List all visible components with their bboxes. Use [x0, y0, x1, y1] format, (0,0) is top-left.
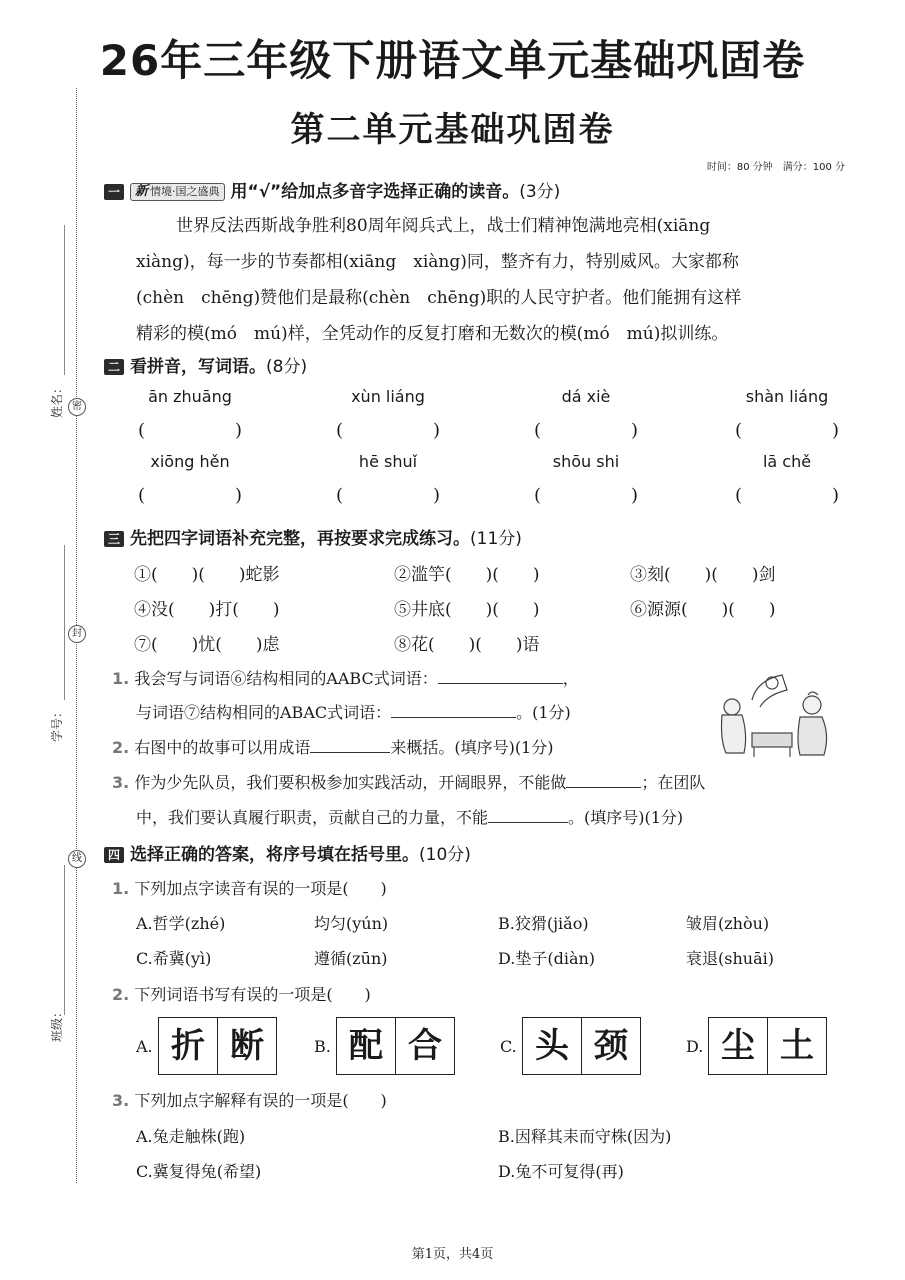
option-a-2: 均匀(yún) — [314, 914, 389, 933]
section-2-number: 二 — [104, 359, 124, 375]
grid-word-b[interactable] — [336, 1017, 455, 1075]
question-number: 2. — [112, 985, 130, 1004]
question-3-3a — [112, 770, 705, 793]
name-label: 姓名： — [50, 381, 64, 418]
option-label: B. — [314, 1037, 331, 1056]
idiom-fill[interactable]: ⑤井底( )( ) — [394, 600, 540, 620]
question-text: 右图中的故事可以用成语 — [134, 738, 311, 757]
answer-underline[interactable] — [488, 806, 568, 823]
question-text[interactable]: 下列词语书写有误的一项是( ) — [134, 985, 371, 1004]
answer-blank[interactable]: ( ) — [534, 485, 639, 506]
question-text: ， — [562, 669, 579, 688]
answer-blank[interactable]: ( ) — [138, 485, 243, 506]
question-3-1b — [136, 700, 571, 723]
option-d-2: 衰退(shuāi) — [686, 949, 774, 968]
grid-char: 合 — [395, 1018, 454, 1074]
badge-new: 新 — [135, 184, 149, 199]
answer-blank[interactable]: ( ) — [735, 485, 840, 506]
idiom-fill[interactable]: ②滥竽( )( ) — [394, 565, 540, 585]
question-3-3b — [136, 805, 683, 828]
story-illustration — [712, 665, 852, 760]
question-number: 2. — [112, 738, 130, 757]
pinyin-prompt: hē shuǐ — [358, 452, 418, 471]
section-4-points: (10分) — [419, 845, 471, 865]
section-1-number: 一 — [104, 184, 124, 200]
section-3-header — [104, 524, 522, 549]
option-label: D. — [686, 1037, 704, 1056]
unit-subtitle: 第二单元基础巩固卷 — [290, 110, 615, 150]
pinyin-prompt: shàn liáng — [745, 387, 829, 406]
answer-underline[interactable] — [566, 771, 641, 788]
section-1-points: (3分) — [519, 182, 561, 202]
option-c-2: 遵循(zūn) — [314, 949, 388, 968]
option-b-2: 皱眉(zhòu) — [686, 914, 770, 933]
grid-char: 配 — [349, 1026, 383, 1066]
idiom-fill[interactable]: ⑧花( )( )语 — [394, 635, 540, 655]
section-1-passage — [136, 208, 846, 352]
question-4-3 — [112, 1088, 387, 1111]
answer-underline[interactable] — [438, 667, 563, 684]
passage-line: (chèn chēng)赞他们是最称(chèn chēng)职的人民守护者。他们能拥有这样 — [136, 288, 742, 308]
question-text: 我会写与词语⑥结构相同的AABC式词语： — [134, 669, 438, 688]
option-c: C.冀复得兔(希望) — [136, 1162, 262, 1181]
grid-char: 土 — [767, 1018, 826, 1074]
section-3-title: 先把四字词语补充完整，再按要求完成练习。 — [130, 529, 470, 549]
section-1-header — [104, 177, 560, 202]
answer-blank[interactable]: ( ) — [534, 420, 639, 441]
class-label: 班级： — [50, 1005, 64, 1042]
pinyin-prompt: lā chě — [762, 452, 812, 471]
class-write-line — [64, 865, 65, 1015]
grid-char: 折 — [171, 1026, 205, 1066]
idiom-fill[interactable]: ①( )( )蛇影 — [134, 565, 280, 585]
pinyin-prompt: dá xiè — [561, 387, 611, 406]
section-4-number: 四 — [104, 847, 124, 863]
question-number: 3. — [112, 1091, 130, 1110]
question-4-2 — [112, 982, 371, 1005]
question-number: 3. — [112, 773, 130, 792]
answer-blank[interactable]: ( ) — [336, 485, 441, 506]
option-label: A. — [136, 1037, 153, 1056]
section-1-title: 用“√”给加点多音字选择正确的读音。 — [230, 182, 520, 202]
badge-text: 情境·国之盛典 — [150, 185, 220, 198]
passage-line: xiàng)，每一步的节奏都相(xiāng xiàng)同，整齐有力，特别威风。大家都称 — [136, 252, 739, 272]
question-text: 。(填序号)(1分) — [568, 808, 684, 827]
answer-blank[interactable]: ( ) — [336, 420, 441, 441]
option-label: C. — [500, 1037, 517, 1056]
question-3-2 — [112, 735, 553, 758]
id-write-line — [64, 545, 65, 700]
seal-char-feng: 封 — [68, 625, 86, 643]
question-text: 。(1分) — [516, 703, 571, 722]
scenario-badge — [130, 183, 225, 201]
answer-blank[interactable]: ( ) — [138, 420, 243, 441]
seal-char-xian: 线 — [68, 850, 86, 868]
section-3-points: (11分) — [470, 529, 522, 549]
answer-blank[interactable]: ( ) — [735, 420, 840, 441]
question-number: 1. — [112, 669, 130, 688]
option-b: B.因释其耒而守株(因为) — [498, 1127, 672, 1146]
idiom-fill[interactable]: ⑥源源( )( ) — [630, 600, 776, 620]
idiom-fill[interactable]: ⑦( )忧( )虑 — [134, 635, 280, 655]
option-c-1: C.希冀(yì) — [136, 949, 212, 968]
question-text[interactable]: 下列加点字解释有误的一项是( ) — [134, 1091, 387, 1110]
pinyin-prompt: shōu shi — [552, 452, 620, 471]
idiom-fill[interactable]: ③刻( )( )剑 — [630, 565, 776, 585]
passage-line: 精彩的模(mó mú)样，全凭动作的反复打磨和无数次的模(mó mú)拟训练。 — [136, 324, 729, 344]
answer-underline[interactable] — [391, 701, 516, 718]
grid-word-c[interactable] — [522, 1017, 641, 1075]
page-footer: 第1页，共4页 — [411, 1247, 494, 1262]
option-d-1: D.垫子(diàn) — [498, 949, 596, 968]
page-title: 26年三年级下册语文单元基础巩固卷 — [99, 36, 806, 85]
answer-underline[interactable] — [310, 736, 390, 753]
question-text: 作为少先队员，我们要积极参加实践活动，开阔眼界，不能做 — [134, 773, 567, 792]
section-3-number: 三 — [104, 531, 124, 547]
seal-char-mi: 密 — [68, 398, 86, 416]
question-3-1a — [112, 666, 579, 689]
question-text: 与词语⑦结构相同的ABAC式词语： — [136, 703, 392, 722]
grid-char: 头 — [535, 1026, 569, 1066]
question-text: 来概括。(填序号)(1分) — [390, 738, 554, 757]
section-2-title: 看拼音，写词语。 — [130, 357, 266, 377]
section-4-title: 选择正确的答案，将序号填在括号里。 — [130, 845, 419, 865]
option-d: D.兔不可复得(再) — [498, 1162, 624, 1181]
question-4-1 — [112, 876, 387, 899]
pinyin-prompt: xùn liáng — [351, 387, 425, 406]
option-a: A.兔走触株(跑) — [136, 1127, 246, 1146]
question-number: 1. — [112, 879, 130, 898]
option-a-1: A.哲学(zhé) — [136, 914, 226, 933]
question-text: ；在团队 — [641, 773, 706, 792]
pinyin-prompt: xiōng hěn — [150, 452, 230, 471]
pinyin-prompt: ān zhuāng — [148, 387, 232, 406]
section-2-header — [104, 352, 307, 377]
passage-line: 世界反法西斯战争胜利80周年阅兵式上，战士们精神饱满地亮相(xiāng — [176, 216, 711, 236]
option-b-1: B.狡猾(jiǎo) — [498, 914, 589, 933]
name-write-line — [64, 225, 65, 375]
grid-char: 尘 — [721, 1026, 755, 1066]
time-info: 时间：80 分钟 满分：100 分 — [706, 162, 845, 173]
grid-char: 断 — [217, 1018, 276, 1074]
grid-char: 颈 — [581, 1018, 640, 1074]
grid-word-d[interactable] — [708, 1017, 827, 1075]
question-text[interactable]: 下列加点字读音有误的一项是( ) — [134, 879, 387, 898]
idiom-fill[interactable]: ④没( )打( ) — [134, 600, 280, 620]
section-4-header — [104, 840, 471, 865]
question-text: 中，我们要认真履行职责，贡献自己的力量，不能 — [136, 808, 489, 827]
id-label: 学号： — [50, 705, 64, 742]
section-2-points: (8分) — [266, 357, 308, 377]
grid-word-a[interactable] — [158, 1017, 277, 1075]
